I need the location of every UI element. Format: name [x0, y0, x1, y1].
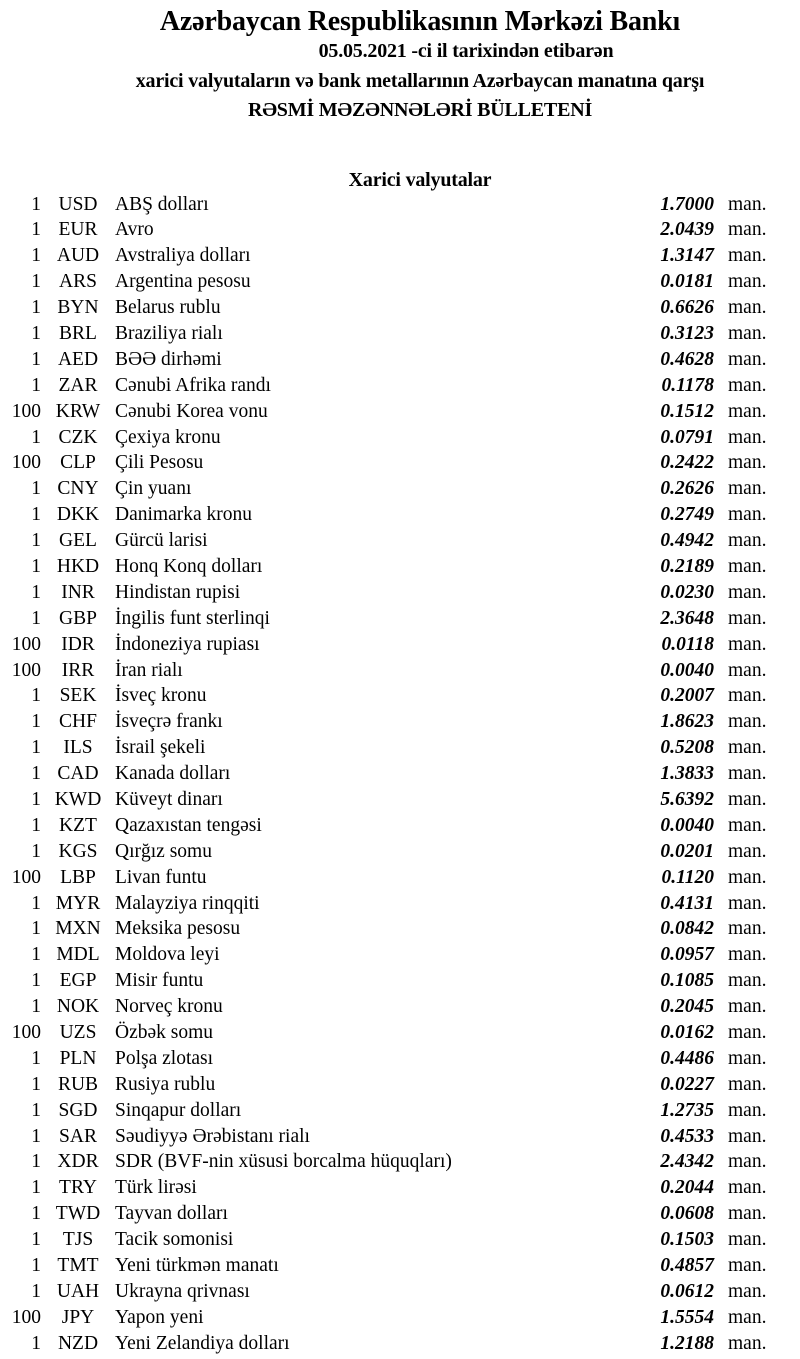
row-unit-label: man. [728, 633, 767, 655]
row-unit-label: man. [728, 866, 767, 888]
row-currency-name: İsveç kronu [115, 685, 207, 707]
row-currency-code: MXN [55, 918, 101, 940]
currency-row [0, 658, 800, 684]
row-unit-label: man. [728, 737, 767, 759]
row-unit-label: man. [728, 918, 767, 940]
row-unit-label: man. [728, 685, 767, 707]
currency-row [0, 606, 800, 632]
row-unit-label: man. [728, 1306, 767, 1328]
row-rate-value: 1.7000 [660, 193, 714, 215]
row-currency-name: Sinqapur dolları [115, 1099, 242, 1121]
row-rate-value: 0.2422 [660, 452, 714, 474]
currency-row [0, 1305, 800, 1331]
row-rate-value: 0.0227 [660, 1073, 714, 1095]
row-quantity: 1 [31, 737, 41, 759]
row-currency-code: NOK [56, 996, 100, 1018]
row-rate-value: 1.2188 [660, 1332, 714, 1354]
row-currency-name: Cənubi Korea vonu [115, 400, 268, 422]
row-currency-code: USD [58, 193, 98, 215]
row-currency-code: DKK [56, 504, 100, 526]
row-currency-name: Honq Konq dolları [115, 555, 263, 577]
row-unit-label: man. [728, 1073, 767, 1095]
row-rate-value: 0.2189 [660, 555, 714, 577]
row-unit-label: man. [728, 1151, 767, 1173]
row-rate-value: 0.1512 [660, 400, 714, 422]
row-rate-value: 0.0842 [660, 918, 714, 940]
row-quantity: 1 [31, 1047, 41, 1069]
row-currency-name: Tayvan dolları [115, 1203, 228, 1225]
row-currency-name: Yeni türkmən manatı [115, 1255, 279, 1277]
currency-row [0, 916, 800, 942]
row-rate-value: 0.0040 [660, 659, 714, 681]
row-rate-value: 0.2044 [660, 1177, 714, 1199]
row-quantity: 1 [31, 1099, 41, 1121]
currency-row [0, 813, 800, 839]
row-rate-value: 1.3147 [660, 245, 714, 267]
row-currency-code: IRR [61, 659, 95, 681]
row-quantity: 100 [11, 866, 41, 888]
row-currency-code: UAH [56, 1280, 100, 1302]
currency-row [0, 295, 800, 321]
row-currency-code: CAD [57, 763, 99, 785]
row-rate-value: 2.4342 [660, 1151, 714, 1173]
currency-row [0, 632, 800, 658]
row-unit-label: man. [728, 581, 767, 603]
bulletin-header [40, 0, 800, 126]
exchange-rates-table [0, 192, 800, 1357]
currency-row [0, 891, 800, 917]
row-currency-code: CNY [57, 478, 99, 500]
row-currency-code: BRL [59, 322, 97, 344]
row-unit-label: man. [728, 814, 767, 836]
row-currency-name: Polşa zlotası [115, 1047, 214, 1069]
row-unit-label: man. [728, 245, 767, 267]
row-unit-label: man. [728, 659, 767, 681]
row-currency-name: BƏƏ dirhəmi [115, 348, 222, 370]
row-currency-name: Türk lirəsi [115, 1177, 197, 1199]
row-currency-name: Qırğız somu [115, 840, 212, 862]
row-currency-code: LBP [60, 866, 96, 888]
row-quantity: 1 [31, 504, 41, 526]
row-currency-name: İndoneziya rupiası [115, 633, 260, 655]
row-rate-value: 0.1503 [660, 1229, 714, 1251]
effective-date-line: 05.05.2021 -ci il tarixindən etibarən [318, 40, 614, 62]
row-rate-value: 0.0162 [660, 1022, 714, 1043]
row-currency-code: SAR [59, 1125, 97, 1147]
row-rate-value: 1.8623 [660, 711, 714, 733]
currency-row [0, 373, 800, 399]
row-rate-value: 0.0230 [660, 581, 714, 603]
row-unit-label: man. [728, 840, 767, 862]
row-currency-name: Cənubi Afrika randı [115, 374, 271, 396]
currency-row [0, 217, 800, 243]
row-currency-code: AUD [56, 245, 100, 267]
row-currency-name: İsveçrə frankı [115, 711, 223, 733]
row-quantity: 1 [31, 297, 41, 319]
row-rate-value: 0.0791 [660, 426, 714, 448]
row-currency-name: Meksika pesosu [115, 918, 241, 940]
row-rate-value: 0.0181 [660, 271, 714, 293]
row-rate-value: 0.0201 [660, 840, 714, 862]
row-currency-name: Avstraliya dolları [115, 245, 251, 267]
row-unit-label: man. [728, 711, 767, 733]
currency-row [0, 1201, 800, 1227]
row-unit-label: man. [728, 452, 767, 474]
row-rate-value: 0.1178 [661, 374, 714, 396]
currency-row [0, 476, 800, 502]
currency-row [0, 580, 800, 606]
row-currency-name: Belarus rublu [115, 297, 221, 319]
row-rate-value: 0.0608 [660, 1203, 714, 1225]
row-quantity: 1 [31, 555, 41, 577]
row-rate-value: 0.5208 [660, 737, 714, 759]
row-currency-name: Kanada dolları [115, 763, 231, 785]
row-rate-value: 0.0612 [660, 1280, 714, 1302]
row-rate-value: 0.2045 [660, 996, 714, 1018]
row-unit-label: man. [728, 944, 767, 966]
row-quantity: 1 [31, 426, 41, 448]
row-currency-code: EGP [59, 970, 97, 992]
row-rate-value: 0.4486 [660, 1047, 714, 1069]
row-quantity: 1 [31, 1229, 41, 1251]
row-unit-label: man. [728, 1280, 767, 1302]
row-currency-code: KRW [55, 400, 101, 422]
row-quantity: 1 [31, 711, 41, 733]
row-currency-code: KWD [54, 788, 102, 810]
row-quantity: 1 [31, 193, 41, 215]
row-rate-value: 1.2735 [660, 1099, 714, 1121]
row-quantity: 1 [31, 1332, 41, 1354]
row-quantity: 1 [31, 1255, 41, 1277]
row-quantity: 1 [31, 1125, 41, 1147]
row-unit-label: man. [728, 555, 767, 577]
row-currency-name: Norveç kronu [115, 996, 223, 1018]
row-currency-code: TJS [62, 1229, 94, 1251]
row-currency-name: ABŞ dolları [115, 193, 209, 215]
row-currency-code: CZK [58, 426, 98, 448]
row-quantity: 100 [11, 1022, 41, 1043]
row-rate-value: 0.2749 [660, 504, 714, 526]
row-unit-label: man. [728, 607, 767, 629]
row-currency-code: TMT [57, 1255, 99, 1277]
row-rate-value: 0.4131 [660, 892, 714, 914]
row-currency-name: İsrail şekeli [115, 737, 206, 759]
row-rate-value: 0.0118 [661, 633, 714, 655]
row-quantity: 100 [11, 659, 41, 681]
currency-row [0, 1227, 800, 1253]
currency-row [0, 1020, 800, 1046]
row-currency-name: Yapon yeni [115, 1306, 204, 1328]
row-currency-code: BYN [57, 297, 99, 319]
row-currency-code: UZS [59, 1022, 97, 1043]
row-quantity: 1 [31, 374, 41, 396]
row-unit-label: man. [728, 426, 767, 448]
row-quantity: 1 [31, 322, 41, 344]
row-quantity: 1 [31, 763, 41, 785]
row-currency-code: INR [61, 581, 95, 603]
row-currency-code: KZT [59, 814, 97, 836]
currency-row [0, 554, 800, 580]
currency-row [0, 1124, 800, 1150]
row-currency-code: XDR [57, 1151, 99, 1173]
row-currency-code: AED [57, 348, 99, 370]
currency-row [0, 683, 800, 709]
row-currency-name: Özbək somu [115, 1022, 214, 1043]
row-currency-name: Livan funtu [115, 866, 207, 888]
currency-row [0, 1279, 800, 1305]
row-rate-value: 0.4857 [660, 1255, 714, 1277]
row-currency-code: ILS [63, 737, 93, 759]
row-rate-value: 0.0957 [660, 944, 714, 966]
row-quantity: 1 [31, 996, 41, 1018]
row-unit-label: man. [728, 193, 767, 215]
row-unit-label: man. [728, 970, 767, 992]
row-currency-name: Avro [115, 219, 154, 241]
currency-row [0, 942, 800, 968]
row-currency-code: MYR [55, 892, 101, 914]
row-unit-label: man. [728, 400, 767, 422]
row-quantity: 1 [31, 607, 41, 629]
row-quantity: 100 [11, 452, 41, 474]
row-quantity: 1 [31, 1203, 41, 1225]
row-currency-name: Tacik somonisi [115, 1229, 234, 1251]
currency-row [0, 192, 800, 218]
row-unit-label: man. [728, 1203, 767, 1225]
currency-row [0, 1046, 800, 1072]
row-rate-value: 0.6626 [660, 297, 714, 319]
row-currency-name: Danimarka kronu [115, 504, 252, 526]
row-quantity: 1 [31, 788, 41, 810]
row-currency-name: Ukrayna qrivnası [115, 1280, 250, 1302]
row-currency-name: Hindistan rupisi [115, 581, 241, 603]
currency-row [0, 347, 800, 373]
row-currency-code: IDR [61, 633, 95, 655]
currency-row [0, 1149, 800, 1175]
currency-row [0, 1098, 800, 1124]
row-rate-value: 0.4533 [660, 1125, 714, 1147]
row-unit-label: man. [728, 219, 767, 241]
row-rate-value: 0.0040 [660, 814, 714, 836]
section-title-foreign-currencies: Xarici valyutalar [348, 168, 492, 191]
row-currency-name: SDR (BVF-nin xüsusi borcalma hüquqları) [115, 1151, 452, 1173]
row-rate-value: 2.3648 [660, 607, 714, 629]
currency-row [0, 968, 800, 994]
row-currency-code: TWD [55, 1203, 101, 1225]
row-unit-label: man. [728, 1255, 767, 1277]
row-currency-name: İngilis funt sterlinqi [115, 607, 270, 629]
row-currency-name: Braziliya rialı [115, 322, 223, 344]
row-rate-value: 5.6392 [660, 788, 714, 810]
row-currency-name: Moldova leyi [115, 944, 220, 966]
row-quantity: 1 [31, 530, 41, 552]
row-quantity: 1 [31, 581, 41, 603]
row-quantity: 1 [31, 348, 41, 370]
row-currency-name: Malayziya rinqqiti [115, 892, 260, 914]
currency-row [0, 1072, 800, 1098]
row-quantity: 1 [31, 918, 41, 940]
row-rate-value: 0.4942 [660, 530, 714, 552]
currency-row [0, 1175, 800, 1201]
row-rate-value: 0.4628 [660, 348, 714, 370]
currency-row [0, 425, 800, 451]
currency-row [0, 269, 800, 295]
row-unit-label: man. [728, 1047, 767, 1069]
row-currency-code: PLN [59, 1047, 97, 1069]
row-currency-code: CHF [59, 711, 97, 733]
currency-row [0, 709, 800, 735]
row-unit-label: man. [728, 1229, 767, 1251]
currency-row [0, 1331, 800, 1357]
row-rate-value: 0.3123 [660, 322, 714, 344]
row-quantity: 1 [31, 478, 41, 500]
row-rate-value: 2.0439 [660, 219, 714, 241]
row-quantity: 1 [31, 814, 41, 836]
currency-row [0, 321, 800, 347]
row-rate-value: 0.1120 [661, 866, 714, 888]
row-currency-code: GBP [59, 607, 97, 629]
row-currency-code: TRY [59, 1177, 97, 1199]
currency-row [0, 994, 800, 1020]
row-quantity: 1 [31, 970, 41, 992]
row-currency-code: RUB [57, 1073, 99, 1095]
row-currency-name: Çexiya kronu [115, 426, 221, 448]
currency-row [0, 865, 800, 891]
row-unit-label: man. [728, 763, 767, 785]
row-unit-label: man. [728, 892, 767, 914]
currency-row [0, 528, 800, 554]
row-currency-code: ZAR [58, 374, 98, 396]
row-quantity: 100 [11, 633, 41, 655]
row-quantity: 1 [31, 219, 41, 241]
row-quantity: 1 [31, 1280, 41, 1302]
row-currency-name: Misir funtu [115, 970, 204, 992]
currency-row [0, 1253, 800, 1279]
row-currency-name: Yeni Zelandiya dolları [115, 1332, 290, 1354]
row-currency-code: NZD [57, 1332, 99, 1354]
row-unit-label: man. [728, 1099, 767, 1121]
currency-row [0, 761, 800, 787]
row-currency-name: Argentina pesosu [115, 271, 251, 293]
row-currency-name: Gürcü larisi [115, 530, 208, 552]
currency-row [0, 787, 800, 813]
row-rate-value: 0.2007 [660, 685, 714, 707]
row-quantity: 1 [31, 840, 41, 862]
row-quantity: 1 [31, 1073, 41, 1095]
row-quantity: 1 [31, 245, 41, 267]
subject-line: xarici valyutaların və bank metallarının Azərbaycan manatına qarşı [135, 69, 705, 92]
row-unit-label: man. [728, 297, 767, 319]
currency-row [0, 735, 800, 761]
row-unit-label: man. [728, 1125, 767, 1147]
row-currency-code: ARS [59, 271, 97, 293]
row-quantity: 1 [31, 944, 41, 966]
row-currency-code: GEL [59, 530, 97, 552]
row-unit-label: man. [728, 478, 767, 500]
bulletin-title-line: RƏSMİ MƏZƏNNƏLƏRİ BÜLLETENİ [247, 99, 593, 121]
row-quantity: 100 [11, 400, 41, 422]
row-quantity: 1 [31, 685, 41, 707]
row-quantity: 1 [31, 271, 41, 293]
row-currency-name: İran rialı [115, 659, 183, 681]
row-currency-code: SGD [58, 1099, 98, 1121]
row-unit-label: man. [728, 530, 767, 552]
row-quantity: 1 [31, 1151, 41, 1173]
currency-row [0, 839, 800, 865]
bank-name-title: Azərbaycan Respublikasının Mərkəzi Bankı [159, 6, 681, 37]
row-currency-name: Səudiyyə Ərəbistanı rialı [115, 1125, 310, 1147]
row-unit-label: man. [728, 996, 767, 1018]
row-currency-code: JPY [61, 1306, 95, 1328]
row-unit-label: man. [728, 1332, 767, 1354]
row-unit-label: man. [728, 504, 767, 526]
row-rate-value: 1.3833 [660, 763, 714, 785]
row-unit-label: man. [728, 1177, 767, 1199]
row-currency-name: Çin yuanı [115, 478, 192, 500]
currency-row [0, 399, 800, 425]
row-currency-code: EUR [58, 219, 98, 241]
row-unit-label: man. [728, 788, 767, 810]
currency-row [0, 450, 800, 476]
row-rate-value: 1.5554 [660, 1306, 714, 1328]
row-currency-name: Qazaxıstan tengəsi [115, 814, 262, 836]
row-currency-name: Rusiya rublu [115, 1073, 216, 1095]
currency-row [0, 243, 800, 269]
row-quantity: 1 [31, 892, 41, 914]
row-unit-label: man. [728, 348, 767, 370]
row-rate-value: 0.1085 [660, 970, 714, 992]
row-quantity: 1 [31, 1177, 41, 1199]
row-currency-name: Çili Pesosu [115, 452, 204, 474]
row-currency-code: HKD [56, 555, 100, 577]
currency-row [0, 502, 800, 528]
row-currency-code: CLP [60, 452, 96, 474]
row-currency-code: KGS [58, 840, 98, 862]
row-rate-value: 0.2626 [660, 478, 714, 500]
row-unit-label: man. [728, 322, 767, 344]
row-currency-name: Küveyt dinarı [115, 788, 223, 810]
row-unit-label: man. [728, 374, 767, 396]
row-unit-label: man. [728, 1022, 767, 1043]
row-quantity: 100 [11, 1306, 41, 1328]
row-currency-code: SEK [59, 685, 97, 707]
row-currency-code: MDL [56, 944, 100, 966]
row-unit-label: man. [728, 271, 767, 293]
